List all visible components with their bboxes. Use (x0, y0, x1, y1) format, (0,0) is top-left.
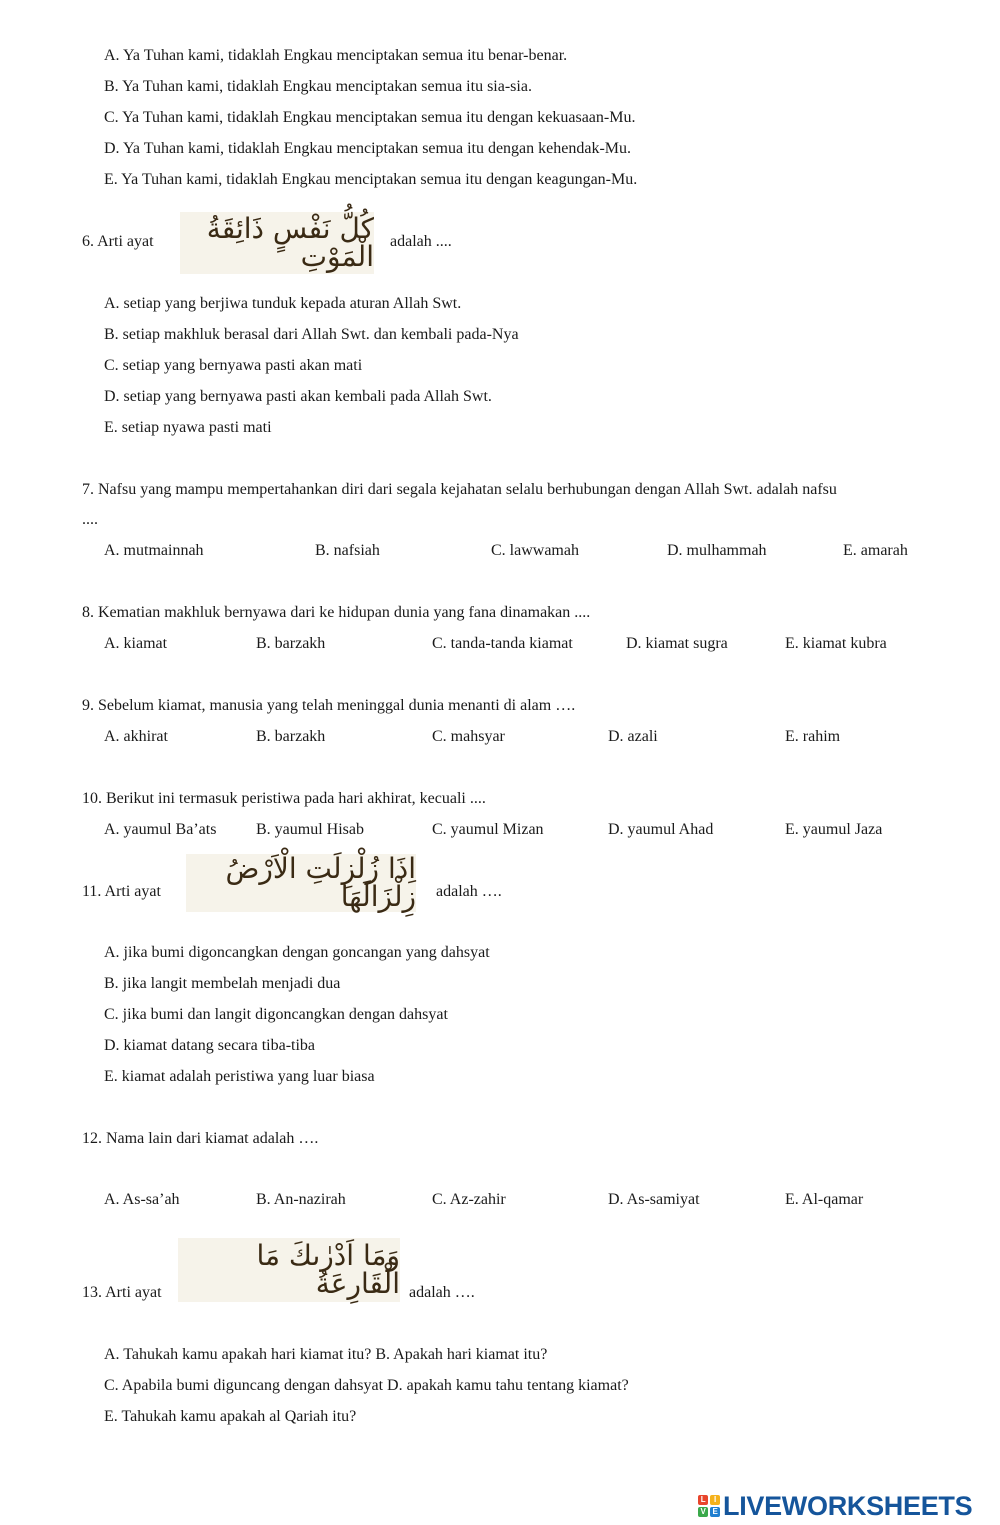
q7-option-d: D. mulhammah (667, 542, 767, 559)
q8-option-c: C. tanda-tanda kiamat (432, 635, 573, 652)
q11-option-a: A. jika bumi digoncangkan dengan goncangan yang dahsyat (104, 944, 490, 961)
q8-option-a: A. kiamat (104, 635, 168, 652)
q11-suffix: adalah …. (436, 883, 502, 900)
q10-option-b: B. yaumul Hisab (256, 821, 364, 838)
q13-option-a-b: A. Tahukah kamu apakah hari kiamat itu? B. Apakah hari kiamat itu? (104, 1346, 548, 1363)
q11-option-b: B. jika langit membelah menjadi dua (104, 975, 341, 992)
liveworksheets-logo (698, 1490, 972, 1522)
q10-option-a: A. yaumul Ba’ats (104, 821, 217, 838)
q6-prefix: 6. Arti ayat (82, 233, 154, 250)
q6-option-c: C. setiap yang bernyawa pasti akan mati (104, 357, 363, 374)
q6-option-b: B. setiap makhluk berasal dari Allah Swt. dan kembali pada-Nya (104, 326, 519, 343)
q6-option-d: D. setiap yang bernyawa pasti akan kembali pada Allah Swt. (104, 388, 492, 405)
q5-option-a: A. Ya Tuhan kami, tidaklah Engkau menciptakan semua itu benar-benar. (104, 47, 568, 64)
q11-option-e: E. kiamat adalah peristiwa yang luar biasa (104, 1068, 375, 1085)
q12-option-c: C. Az-zahir (432, 1191, 506, 1208)
q7-option-a: A. mutmainnah (104, 542, 204, 559)
q9-question: 9. Sebelum kiamat, manusia yang telah meninggal dunia menanti di alam …. (82, 697, 576, 714)
logo-mark-icon: L I V E (698, 1495, 720, 1517)
q10-option-c: C. yaumul Mizan (432, 821, 544, 838)
q8-option-e: E. kiamat kubra (785, 635, 887, 652)
q5-option-c: C. Ya Tuhan kami, tidaklah Engkau menciptakan semua itu dengan kekuasaan-Mu. (104, 109, 636, 126)
q7-option-e: E. amarah (843, 542, 908, 559)
q10-option-d: D. yaumul Ahad (608, 821, 714, 838)
q9-option-e: E. rahim (785, 728, 841, 745)
q9-option-c: C. mahsyar (432, 728, 505, 745)
q12-option-d: D. As-samiyat (608, 1191, 700, 1208)
q6-arabic-verse: كُلُّ نَفْسٍ ذَائِقَةُ الْمَوْتِ (180, 212, 374, 274)
q7-question-line2: .... (82, 511, 98, 528)
q13-option-e: E. Tahukah kamu apakah al Qariah itu? (104, 1408, 357, 1425)
q12-option-e: E. Al-qamar (785, 1191, 864, 1208)
q13-suffix: adalah …. (409, 1284, 475, 1301)
q11-prefix: 11. Arti ayat (82, 883, 161, 900)
q11-option-d: D. kiamat datang secara tiba-tiba (104, 1037, 316, 1054)
q9-option-d: D. azali (608, 728, 658, 745)
q5-option-b: B. Ya Tuhan kami, tidaklah Engkau menciptakan semua itu sia-sia. (104, 78, 532, 95)
q5-option-d: D. Ya Tuhan kami, tidaklah Engkau menciptakan semua itu dengan kehendak-Mu. (104, 140, 632, 157)
q13-prefix: 13. Arti ayat (82, 1284, 162, 1301)
q10-question: 10. Berikut ini termasuk peristiwa pada hari akhirat, kecuali .... (82, 790, 486, 807)
q12-option-b: B. An-nazirah (256, 1191, 346, 1208)
q13-option-c-d: C. Apabila bumi diguncang dengan dahsyat D. apakah kamu tahu tentang kiamat? (104, 1377, 629, 1394)
q7-option-c: C. lawwamah (491, 542, 579, 559)
q11-option-c: C. jika bumi dan langit digoncangkan dengan dahsyat (104, 1006, 448, 1023)
q7-question-line1: 7. Nafsu yang mampu mempertahankan diri dari segala kejahatan selalu berhubungan dengan Allah Swt. adalah nafsu (82, 481, 837, 498)
q8-option-d: D. kiamat sugra (626, 635, 728, 652)
q6-suffix: adalah .... (390, 233, 452, 250)
q9-option-b: B. barzakh (256, 728, 326, 745)
q9-option-a: A. akhirat (104, 728, 168, 745)
q12-option-a: A. As-sa’ah (104, 1191, 180, 1208)
q11-arabic-verse: اِذَا زُلْزِلَتِ الْاَرْضُ زِلْزَالَهَا (186, 854, 416, 912)
q6-option-e: E. setiap nyawa pasti mati (104, 419, 272, 436)
q6-option-a: A. setiap yang berjiwa tunduk kepada aturan Allah Swt. (104, 295, 462, 312)
logo-text: LIVEWORKSHEETS (723, 1490, 973, 1521)
q8-option-b: B. barzakh (256, 635, 326, 652)
q8-question: 8. Kematian makhluk bernyawa dari ke hidupan dunia yang fana dinamakan .... (82, 604, 591, 621)
q10-option-e: E. yaumul Jaza (785, 821, 883, 838)
q13-arabic-verse: وَمَا اَدْرٰىكَ مَا الْقَارِعَةُ (178, 1238, 400, 1302)
q7-option-b: B. nafsiah (315, 542, 380, 559)
q12-question: 12. Nama lain dari kiamat adalah …. (82, 1130, 319, 1147)
q5-option-e: E. Ya Tuhan kami, tidaklah Engkau menciptakan semua itu dengan keagungan-Mu. (104, 171, 638, 188)
